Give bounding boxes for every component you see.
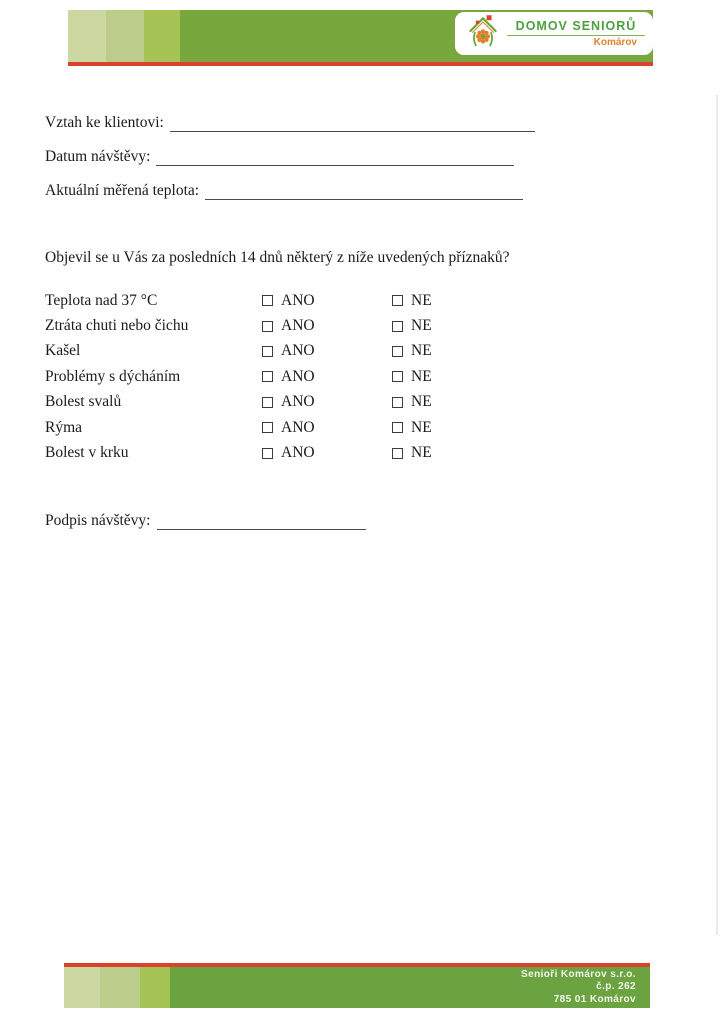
no-checkbox[interactable] [392,346,403,357]
no-label: NE [411,342,432,360]
symptom-label: Kašel [45,342,81,360]
yes-label: ANO [281,317,315,335]
footer-address-line2: 785 01 Komárov [553,993,636,1005]
symptoms-checklist [45,288,465,466]
temperature-blank-line[interactable] [205,182,523,200]
footer-company: Senioři Komárov s.r.o. [521,968,636,980]
field-row-date [45,147,535,166]
yes-label: ANO [281,367,315,385]
symptom-label: Bolest svalů [45,393,122,411]
yes-label: ANO [281,418,315,436]
yes-checkbox[interactable] [262,295,273,306]
form-fields [45,113,535,215]
symptom-label: Problémy s dýcháním [45,367,181,385]
yes-label: ANO [281,291,315,309]
relation-label: Vztah ke klientovi: [45,114,164,131]
yes-checkbox[interactable] [262,346,273,357]
yes-option [262,317,392,335]
header-banner [68,10,653,66]
no-option [392,368,465,386]
visit-date-blank-line[interactable] [156,148,514,166]
footer-banner [64,963,650,1008]
no-option [392,419,465,437]
field-row-relation [45,113,535,132]
symptom-label: Bolest v krku [45,444,129,462]
symptom-label: Rýma [45,418,83,436]
no-option [392,393,465,411]
no-option [392,317,465,335]
signature-row [45,511,366,530]
no-label: NE [411,418,432,436]
yes-option [262,368,392,386]
logo-text [507,19,645,48]
yes-checkbox[interactable] [262,397,273,408]
no-checkbox[interactable] [392,371,403,382]
no-option [392,444,465,462]
yes-label: ANO [281,393,315,411]
logo-card [455,12,653,55]
yes-option [262,393,392,411]
no-label: NE [411,444,432,462]
symptom-label: Ztráta chuti nebo čichu [45,317,189,335]
symptom-row-fever [45,288,465,313]
scan-edge-shadow [716,95,718,935]
symptom-label: Teplota nad 37 °C [45,291,158,309]
no-checkbox[interactable] [392,448,403,459]
no-checkbox[interactable] [392,321,403,332]
visit-date-label: Datum návštěvy: [45,148,151,165]
symptom-row-breathing [45,364,465,389]
yes-option [262,444,392,462]
symptom-row-sore-throat [45,440,465,465]
relation-blank-line[interactable] [170,114,535,132]
yes-checkbox[interactable] [262,422,273,433]
no-checkbox[interactable] [392,295,403,306]
no-label: NE [411,393,432,411]
house-logo-icon [465,12,501,55]
yes-checkbox[interactable] [262,448,273,459]
yes-option [262,292,392,310]
temperature-label: Aktuální měřená teplota: [45,182,200,199]
logo-divider [507,35,645,36]
no-checkbox[interactable] [392,422,403,433]
no-checkbox[interactable] [392,397,403,408]
no-label: NE [411,291,432,309]
yes-option [262,342,392,360]
yes-label: ANO [281,444,315,462]
logo-title: DOMOV SENIORŮ [515,19,637,33]
yes-checkbox[interactable] [262,371,273,382]
symptom-row-muscle-pain [45,390,465,415]
signature-label: Podpis návštěvy: [45,512,151,529]
no-label: NE [411,317,432,335]
logo-subtitle: Komárov [593,37,637,48]
symptom-row-cough [45,339,465,364]
yes-option [262,419,392,437]
no-label: NE [411,367,432,385]
field-row-temperature [45,181,535,200]
footer-address-line1: č.p. 262 [596,981,636,993]
signature-blank-line[interactable] [157,512,366,530]
symptom-row-runny-nose [45,415,465,440]
no-option [392,342,465,360]
no-option [392,292,465,310]
yes-label: ANO [281,342,315,360]
symptoms-question: Objevil se u Vás za posledních 14 dnů některý z níže uvedených příznaků? [45,249,510,266]
yes-checkbox[interactable] [262,321,273,332]
footer-address [521,969,650,1007]
symptom-row-taste-smell [45,313,465,338]
